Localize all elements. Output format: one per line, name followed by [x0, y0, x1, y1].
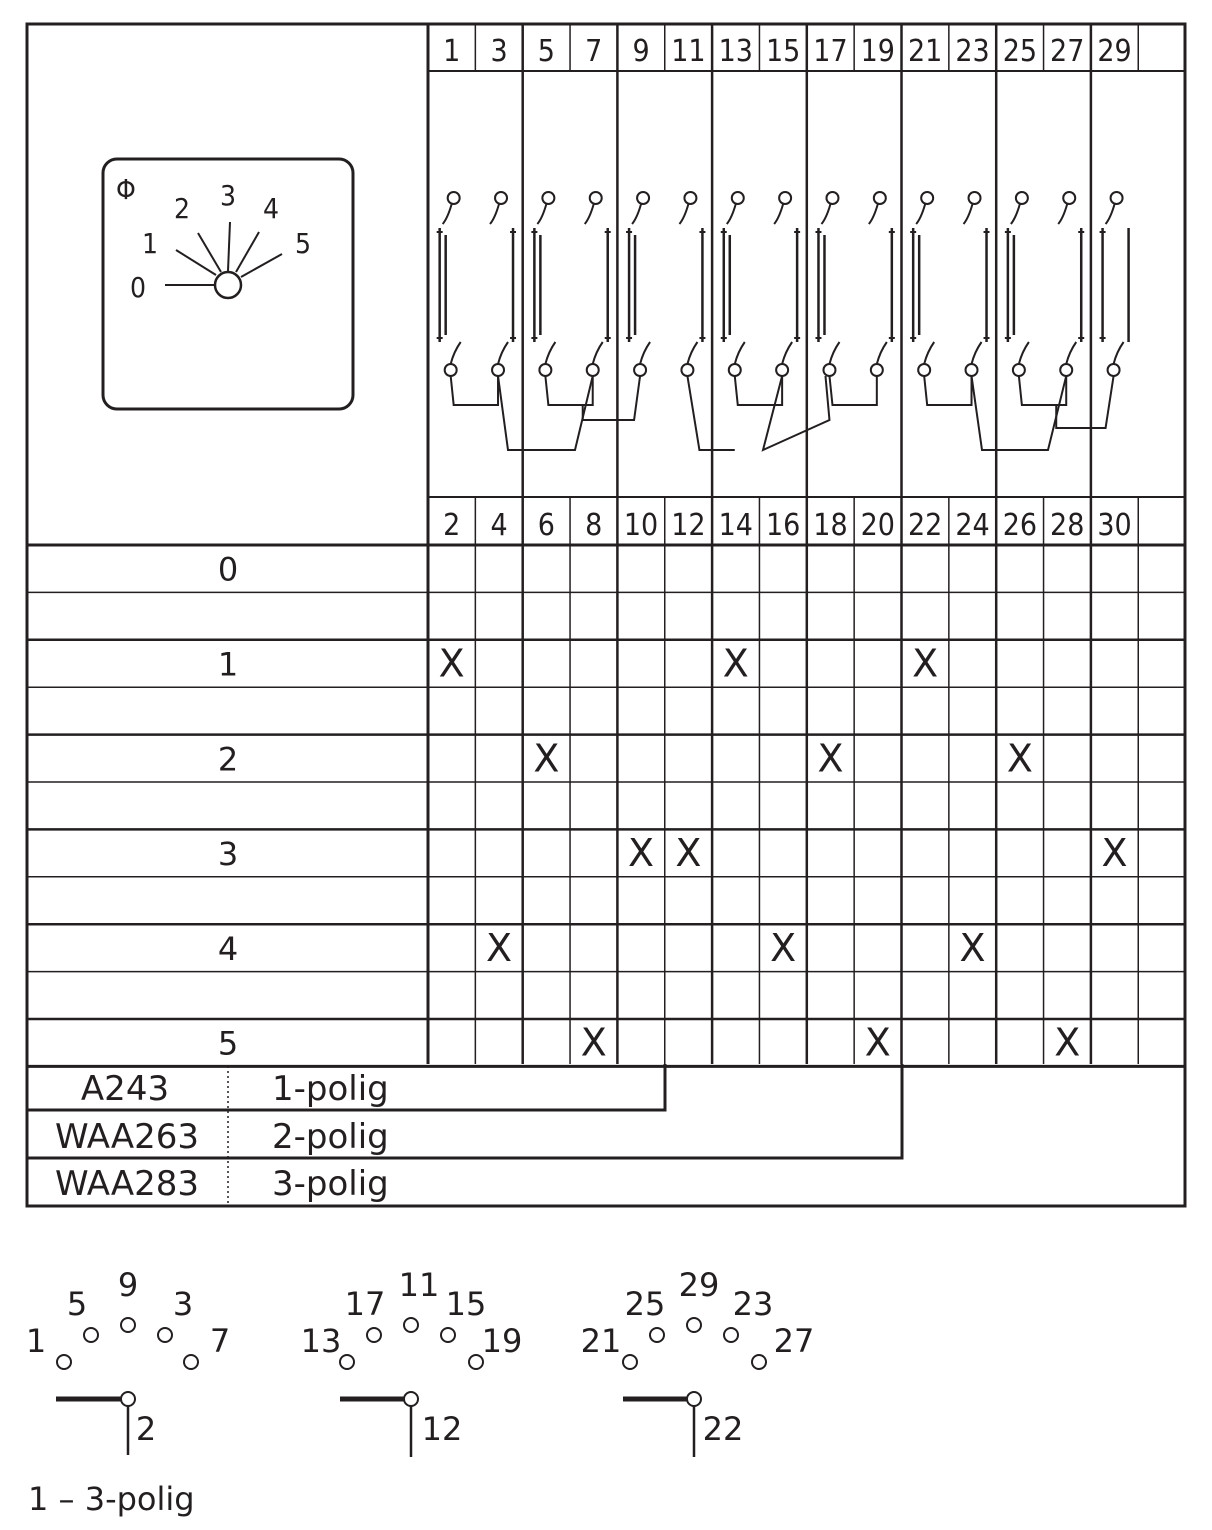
terminal-layout-1	[26, 1266, 230, 1455]
top-terminal-27: 27	[1050, 34, 1085, 69]
dial-pos-4: 4	[263, 192, 280, 225]
contact-1	[437, 192, 461, 376]
top-terminal-21: 21	[908, 34, 943, 69]
variant-code-1: A243	[80, 1069, 170, 1109]
layout2-outer-right: 19	[481, 1322, 523, 1360]
top-terminal-19: 19	[860, 34, 895, 69]
position-label-0: 0	[217, 550, 239, 589]
bottom-terminal-6: 6	[537, 508, 555, 543]
contact-13	[721, 192, 745, 376]
variant-poles-3: 3-polig	[272, 1164, 389, 1204]
layout1-outer-left: 1	[25, 1322, 47, 1360]
contact-9	[626, 192, 650, 376]
layout3-inner-left: 25	[624, 1285, 666, 1323]
bottom-terminal-16: 16	[765, 508, 801, 543]
dial-panel	[103, 159, 353, 409]
top-terminal-labels	[443, 34, 1132, 69]
bottom-terminal-labels	[443, 508, 1132, 543]
mark-pos1-t13: X	[722, 641, 749, 686]
terminal-layout-2	[301, 1266, 523, 1457]
mark-pos4-t23: X	[959, 925, 986, 970]
mark-pos5-t27: X	[1054, 1020, 1081, 1065]
layout2-outer-left: 13	[300, 1322, 342, 1360]
bottom-terminal-22: 22	[908, 508, 943, 543]
contact-5	[531, 192, 555, 376]
contact-marks	[439, 642, 1128, 1065]
contact-schematic	[437, 192, 1129, 450]
position-label-5: 5	[217, 1024, 239, 1063]
top-terminal-5: 5	[537, 34, 555, 69]
layout1-common: 2	[135, 1410, 157, 1448]
layout3-outer-left: 21	[580, 1322, 622, 1360]
top-terminal-9: 9	[632, 34, 650, 69]
mark-pos3-t11: X	[675, 831, 702, 876]
mark-pos5-t7: X	[580, 1020, 607, 1065]
layout3-top: 29	[678, 1266, 720, 1304]
mark-pos3-t29: X	[1101, 831, 1128, 876]
variant-code-3: WAA283	[54, 1164, 200, 1204]
contact-21	[910, 192, 934, 376]
mark-pos5-t19: X	[864, 1020, 891, 1065]
dial-knob	[215, 272, 241, 298]
dial-pos-0: 0	[130, 271, 147, 304]
top-terminal-15: 15	[765, 34, 801, 69]
mark-pos4-t3: X	[486, 925, 513, 970]
bottom-terminal-20: 20	[860, 508, 895, 543]
variant-poles-2: 2-polig	[272, 1117, 389, 1157]
top-terminal-13: 13	[718, 34, 753, 69]
bottom-terminal-2: 2	[443, 508, 461, 543]
bottom-terminal-18: 18	[813, 508, 848, 543]
dial-pos-3: 3	[220, 179, 237, 212]
mark-pos2-t17: X	[817, 736, 844, 781]
position-label-1: 1	[217, 645, 239, 684]
layout1-inner-right: 3	[172, 1285, 194, 1323]
top-terminal-25: 25	[1002, 34, 1038, 69]
dial-ray-4	[236, 232, 259, 272]
top-terminal-23: 23	[955, 34, 990, 69]
layout2-common: 12	[421, 1410, 463, 1448]
bottom-terminal-30: 30	[1097, 508, 1132, 543]
dial-pos-5: 5	[295, 227, 312, 260]
mark-pos2-t25: X	[1006, 736, 1033, 781]
bottom-terminal-4: 4	[490, 508, 508, 543]
layout1-top: 9	[117, 1266, 139, 1304]
layout1-outer-right: 7	[209, 1322, 231, 1360]
position-labels	[218, 551, 238, 1063]
top-terminal-1: 1	[443, 34, 461, 69]
mark-pos1-t21: X	[912, 641, 939, 686]
layout2-inner-right: 15	[445, 1285, 487, 1323]
contact-25	[1005, 192, 1029, 376]
contact-17	[815, 192, 839, 376]
mark-pos2-t5: X	[533, 736, 560, 781]
variant-poles-1: 1-polig	[272, 1069, 389, 1109]
position-label-3: 3	[217, 835, 239, 874]
position-label-4: 4	[217, 929, 239, 968]
layout3-common: 22	[702, 1410, 744, 1448]
top-terminal-11: 11	[671, 34, 706, 69]
dial-pos-1: 1	[142, 227, 159, 260]
dial-ray-3	[228, 222, 230, 271]
bottom-terminal-24: 24	[955, 508, 990, 543]
layout1-inner-left: 5	[66, 1285, 88, 1323]
layout2-top: 11	[398, 1266, 440, 1304]
bottom-terminal-26: 26	[1002, 508, 1038, 543]
variant-table	[27, 1064, 902, 1204]
top-terminal-3: 3	[490, 34, 508, 69]
contact-29	[1100, 192, 1129, 376]
bottom-terminal-12: 12	[671, 508, 706, 543]
top-terminal-29: 29	[1097, 34, 1132, 69]
bottom-terminal-10: 10	[623, 508, 659, 543]
position-label-2: 2	[217, 740, 239, 779]
footer-label: 1 – 3-polig	[28, 1480, 195, 1518]
layout2-inner-left: 17	[344, 1285, 386, 1323]
variant-code-2: WAA263	[54, 1117, 200, 1157]
dial-pos-2: 2	[174, 192, 191, 225]
top-terminal-17: 17	[813, 34, 848, 69]
dial-ray-5	[241, 254, 282, 277]
layout3-outer-right: 27	[773, 1322, 815, 1360]
bottom-terminal-14: 14	[718, 508, 753, 543]
mark-pos4-t15: X	[770, 925, 797, 970]
dial-symbol: Φ	[116, 173, 136, 206]
bottom-terminal-8: 8	[585, 508, 603, 543]
top-terminal-7: 7	[585, 34, 603, 69]
mark-pos3-t9: X	[628, 831, 655, 876]
layout3-inner-right: 23	[732, 1285, 774, 1323]
mark-pos1-t1: X	[438, 641, 465, 686]
bottom-terminal-28: 28	[1050, 508, 1085, 543]
terminal-layout-3	[581, 1266, 815, 1457]
